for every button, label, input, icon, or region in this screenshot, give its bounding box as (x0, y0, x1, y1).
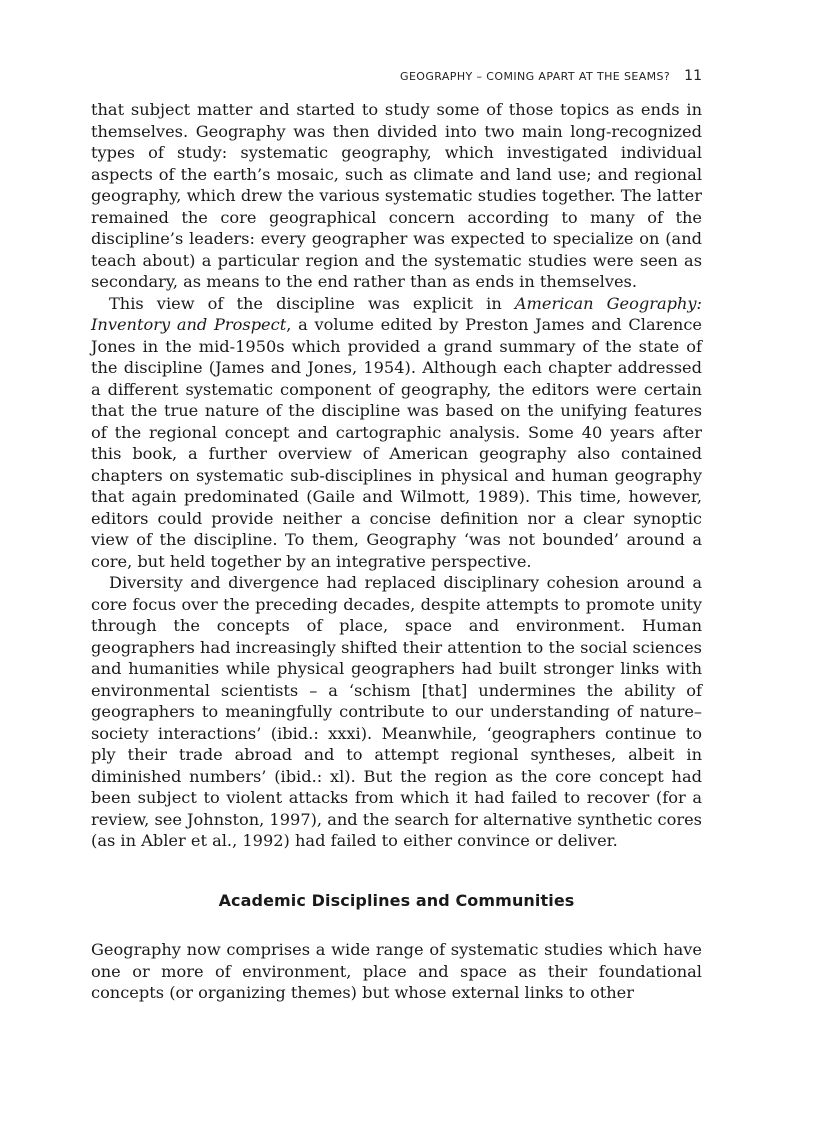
paragraph-2-rest: , a volume edited by Preston James and Clarence Jones in the mid-1950s which provided a grand summary of the state of the discipline (James and Jones, 1954). Although each chapter addressed a different systematic component of geography, the editors were certain that the true nature of the discipline was based on the unifying features of the regional concept and cartographic analysis. Some 40 years after this book, a further overview of American geography also contained chapters on systematic sub-disciplines in physical and human geography that again predominated (Gaile and Wilmott, 1989). This time, however, editors could provide neither a concise definition nor a clear synoptic view of the discipline. To them, Geography ‘was not bounded’ around a core, but held together by an integrative perspective. (91, 315, 702, 571)
page-number: 11 (684, 68, 702, 84)
running-head-title: GEOGRAPHY – COMING APART AT THE SEAMS? (400, 70, 671, 83)
book-title-italic: American Geography: Inventory and Prospect (91, 293, 703, 334)
running-head (91, 68, 702, 84)
paragraph-2-lead: This view of the discipline was explicit in (109, 293, 515, 313)
section-paragraph: Geography now comprises a wide range of systematic studies which have one or more of environment, place and space as their foundational concepts (or organizing themes) but whose external links to other (91, 940, 702, 1002)
section-heading: Academic Disciplines and Communities (218, 890, 575, 910)
paragraph-1: that subject matter and started to study some of those topics as ends in themselves. Geography was then divided into two main long-recognized types of study: systematic geography, which investigated individual aspects of the earth’s mosaic, such as climate and land use; and regional geography, which drew the various systematic studies together. The latter remained the core geographical concern according to many of the discipline’s leaders: every geographer was expected to specialize on (and teach about) a particular region and the systematic studies were seen as secondary, as means to the end rather than as ends in themselves. (91, 100, 702, 291)
body-text (91, 99, 702, 1004)
paragraph-2 (91, 293, 702, 573)
paragraph-3: Diversity and divergence had replaced disciplinary cohesion around a core focus over the preceding decades, despite attempts to promote unity through the concepts of place, space and environment. Human geographers had increasingly shifted their attention to the social sciences and humanities while physical geographers had built stronger links with environmental scientists – a ‘schism [that] undermines the ability of geographers to meaningfully contribute to our understanding of nature–society interactions’ (ibid.: xxxi). Meanwhile, ‘geographers continue to ply their trade abroad and to attempt regional syntheses, albeit in diminished numbers’ (ibid.: xl). But the region as the core concept had been subject to violent attacks from which it had failed to recover (for a review, see Johnston, 1997), and the search for alternative synthetic cores (as in Abler et al., 1992) had failed to either convince or deliver. (91, 573, 702, 850)
